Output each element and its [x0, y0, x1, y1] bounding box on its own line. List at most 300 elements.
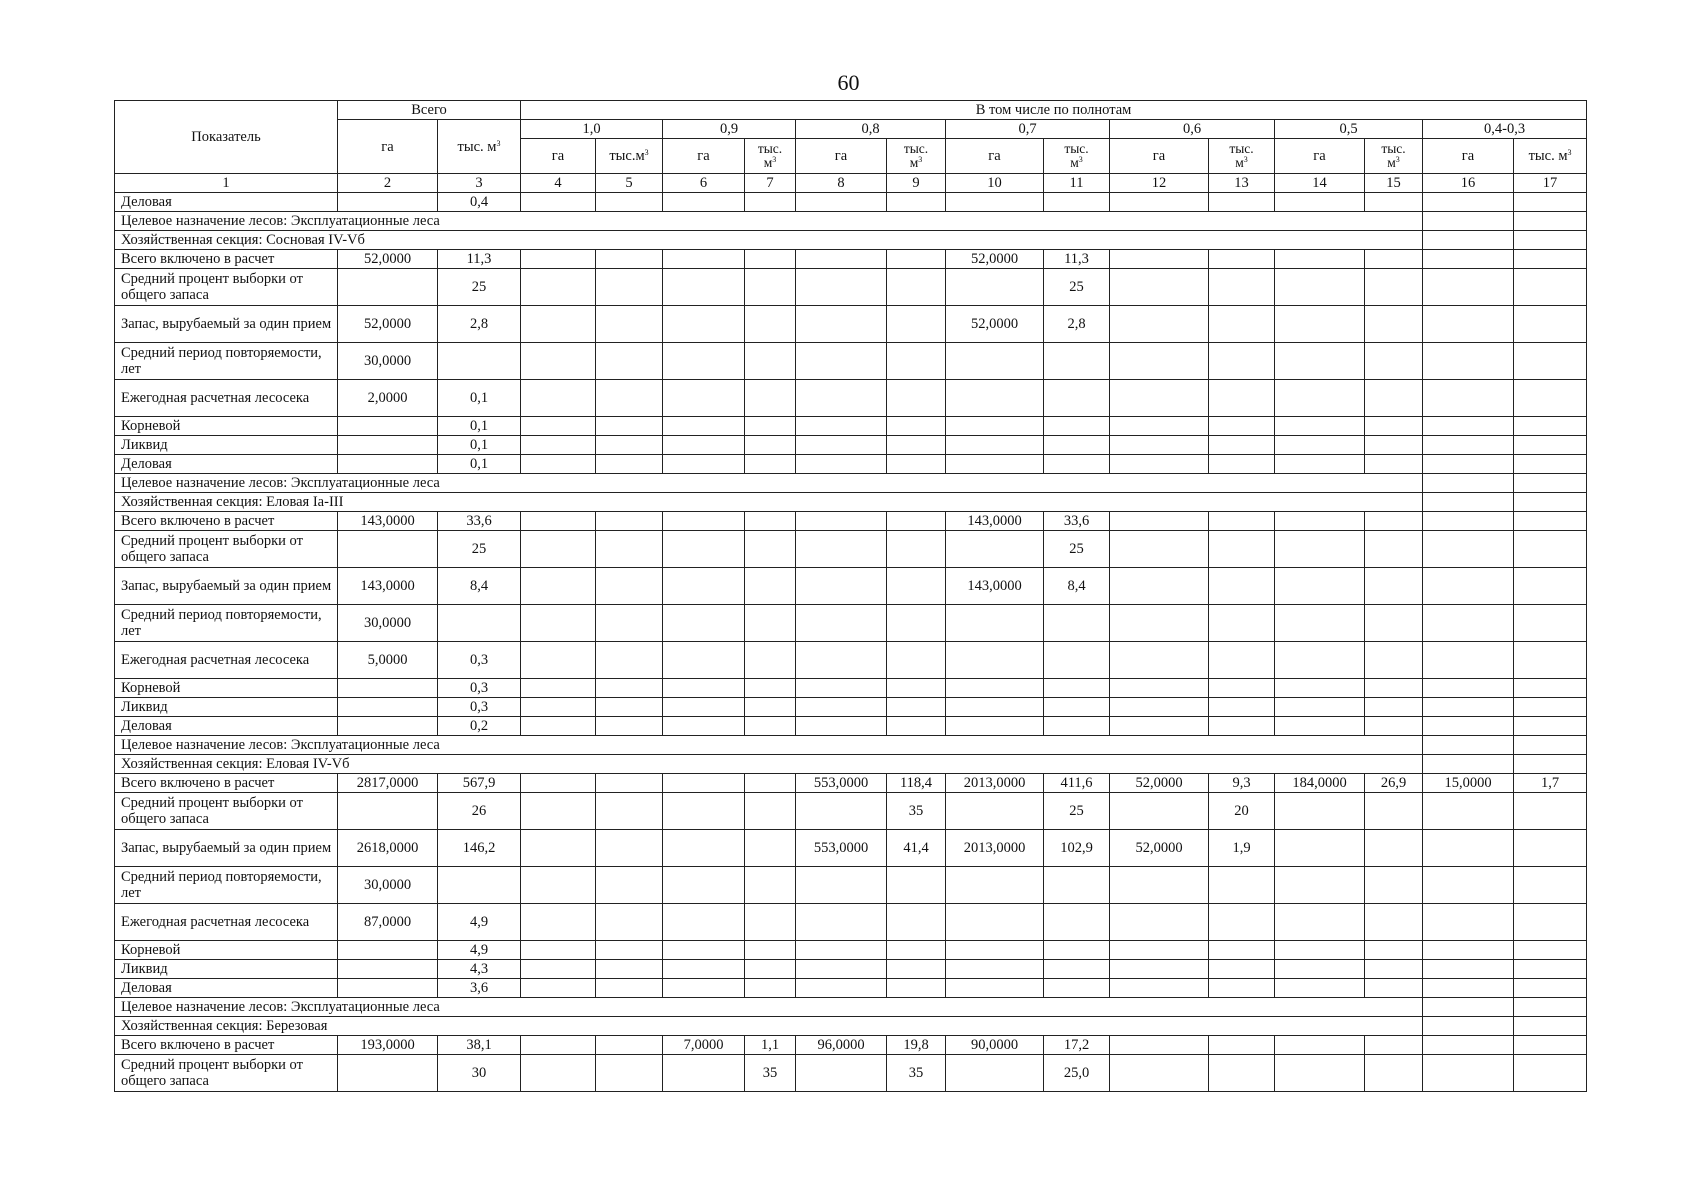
- table-row: [115, 605, 1587, 642]
- table-cell: [338, 960, 438, 979]
- table-cell: [796, 512, 887, 531]
- table-cell: [596, 979, 663, 998]
- table-cell: [596, 455, 663, 474]
- row-label: Корневой: [115, 679, 338, 698]
- table-cell: [1365, 642, 1423, 679]
- table-row: [115, 774, 1587, 793]
- row-label: Средний период повторяемости, лет: [115, 867, 338, 904]
- table-cell: [1275, 343, 1365, 380]
- table-cell: [663, 531, 745, 568]
- row-label: Деловая: [115, 455, 338, 474]
- row-label: Запас, вырубаемый за один прием: [115, 306, 338, 343]
- table-cell: [1514, 717, 1587, 736]
- table-cell: [596, 306, 663, 343]
- table-cell: [887, 455, 946, 474]
- table-cell: [796, 867, 887, 904]
- table-cell: [796, 568, 887, 605]
- table-cell: [1275, 193, 1365, 212]
- table-row: [115, 904, 1587, 941]
- row-label: Ежегодная расчетная лесосека: [115, 642, 338, 679]
- table-cell: [663, 979, 745, 998]
- header-unit-vol: тыс. $м^3$: [1209, 139, 1275, 174]
- table-cell: [596, 698, 663, 717]
- table-cell: [745, 774, 796, 793]
- table-cell: [521, 417, 596, 436]
- table-cell: 11,3: [438, 250, 521, 269]
- table-cell: 35: [887, 793, 946, 830]
- table-cell: 30,0000: [338, 343, 438, 380]
- table-cell: 30,0000: [338, 605, 438, 642]
- table-cell: [596, 774, 663, 793]
- table-cell: 20: [1209, 793, 1275, 830]
- table-cell: 0,2: [438, 717, 521, 736]
- table-cell: [745, 698, 796, 717]
- table-cell: [1275, 436, 1365, 455]
- section-label: Целевое назначение лесов: Эксплуатационные леса: [115, 474, 1423, 493]
- table-cell: [1275, 1036, 1365, 1055]
- table-cell: [1275, 830, 1365, 867]
- table-cell: [1275, 904, 1365, 941]
- table-cell: [887, 679, 946, 698]
- table-cell: 25: [1044, 269, 1110, 306]
- table-cell: [1275, 1055, 1365, 1092]
- table-cell: [1514, 568, 1587, 605]
- table-cell: 411,6: [1044, 774, 1110, 793]
- header-unit-vol: тыс. $м^3$: [745, 139, 796, 174]
- table-row: [115, 979, 1587, 998]
- table-cell: [745, 455, 796, 474]
- table-cell: [1044, 343, 1110, 380]
- table-row: [115, 306, 1587, 343]
- section-row: [115, 212, 1587, 231]
- header-indicator: Показатель: [115, 101, 338, 174]
- table-cell: [663, 306, 745, 343]
- table-cell: [1275, 380, 1365, 417]
- table-cell: [887, 568, 946, 605]
- table-cell: [1423, 998, 1514, 1017]
- table-cell: [1423, 231, 1514, 250]
- table-cell: [1514, 193, 1587, 212]
- table-cell: [596, 830, 663, 867]
- table-cell: [521, 867, 596, 904]
- header-unit-vol: тыс. $м^3$: [887, 139, 946, 174]
- header-unit-vol: тыс. $м^3$: [1514, 139, 1587, 174]
- table-cell: [338, 679, 438, 698]
- table-cell: [1423, 250, 1514, 269]
- table-cell: [1514, 941, 1587, 960]
- table-cell: [1209, 960, 1275, 979]
- table-cell: 567,9: [438, 774, 521, 793]
- table-cell: 0,1: [438, 455, 521, 474]
- table-cell: [1044, 904, 1110, 941]
- table-row: [115, 531, 1587, 568]
- table-cell: [1110, 193, 1209, 212]
- table-cell: [887, 193, 946, 212]
- table-cell: 143,0000: [946, 568, 1044, 605]
- table-cell: [745, 417, 796, 436]
- table-cell: 2,8: [1044, 306, 1110, 343]
- table-cell: [946, 941, 1044, 960]
- table-cell: [1365, 867, 1423, 904]
- table-cell: [1514, 793, 1587, 830]
- table-cell: [1514, 979, 1587, 998]
- table-cell: [1044, 717, 1110, 736]
- table-cell: [521, 979, 596, 998]
- table-cell: [887, 960, 946, 979]
- table-cell: [1110, 717, 1209, 736]
- table-cell: [596, 193, 663, 212]
- table-cell: 4,9: [438, 904, 521, 941]
- column-number: 1: [115, 174, 338, 193]
- row-label: Всего включено в расчет: [115, 774, 338, 793]
- table-cell: [1110, 1055, 1209, 1092]
- table-cell: [1275, 979, 1365, 998]
- table-cell: 25: [438, 531, 521, 568]
- table-cell: [663, 605, 745, 642]
- table-cell: 2013,0000: [946, 830, 1044, 867]
- table-row: [115, 793, 1587, 830]
- header-unit-ha: га: [946, 139, 1044, 174]
- table-cell: [1275, 568, 1365, 605]
- table-cell: [1275, 306, 1365, 343]
- table-cell: [596, 941, 663, 960]
- row-label: Средний период повторяемости, лет: [115, 605, 338, 642]
- table-cell: [887, 867, 946, 904]
- table-cell: [745, 193, 796, 212]
- table-cell: [1209, 436, 1275, 455]
- table-cell: 0,1: [438, 417, 521, 436]
- table-cell: [521, 343, 596, 380]
- table-cell: [1514, 212, 1587, 231]
- table-cell: [946, 1055, 1044, 1092]
- row-label: Средний процент выборки от общего запаса: [115, 269, 338, 306]
- table-cell: [1423, 474, 1514, 493]
- table-cell: [1275, 417, 1365, 436]
- table-cell: [1365, 679, 1423, 698]
- table-cell: 52,0000: [946, 306, 1044, 343]
- table-row: [115, 343, 1587, 380]
- table-cell: [1044, 380, 1110, 417]
- table-cell: [946, 979, 1044, 998]
- section-row: [115, 493, 1587, 512]
- table-cell: [887, 531, 946, 568]
- table-cell: 25: [1044, 793, 1110, 830]
- table-cell: [663, 774, 745, 793]
- table-cell: [1110, 1036, 1209, 1055]
- table-cell: [1365, 512, 1423, 531]
- table-row: [115, 941, 1587, 960]
- header-unit-vol: тыс. $м^3$: [1044, 139, 1110, 174]
- table-row: [115, 380, 1587, 417]
- table-cell: [1423, 904, 1514, 941]
- header-unit-vol: тыс. $м^3$: [1365, 139, 1423, 174]
- table-cell: [745, 380, 796, 417]
- table-cell: [887, 417, 946, 436]
- table-cell: 87,0000: [338, 904, 438, 941]
- table-cell: [521, 679, 596, 698]
- table-cell: [946, 960, 1044, 979]
- table-cell: [887, 250, 946, 269]
- table-cell: [1423, 493, 1514, 512]
- table-row: [115, 455, 1587, 474]
- table-cell: [1209, 979, 1275, 998]
- table-cell: [1044, 679, 1110, 698]
- table-cell: [1514, 380, 1587, 417]
- table-cell: [745, 568, 796, 605]
- header-density-1: 1,0: [521, 120, 663, 139]
- table-cell: [796, 904, 887, 941]
- table-cell: [1514, 830, 1587, 867]
- table-cell: [1365, 1036, 1423, 1055]
- table-cell: 26: [438, 793, 521, 830]
- table-cell: [663, 436, 745, 455]
- table-cell: [1423, 531, 1514, 568]
- table-cell: [1514, 1036, 1587, 1055]
- header-unit-vol: $тыс.м^3$: [596, 139, 663, 174]
- table-cell: [521, 717, 596, 736]
- table-cell: 25: [438, 269, 521, 306]
- table-cell: [796, 380, 887, 417]
- table-cell: [521, 512, 596, 531]
- table-cell: [1423, 436, 1514, 455]
- table-row: [115, 417, 1587, 436]
- table-cell: [663, 830, 745, 867]
- table-cell: [946, 455, 1044, 474]
- table-cell: [1110, 904, 1209, 941]
- table-cell: 52,0000: [946, 250, 1044, 269]
- table-cell: [1110, 941, 1209, 960]
- table-cell: [596, 867, 663, 904]
- table-cell: [663, 904, 745, 941]
- table-cell: [1514, 1055, 1587, 1092]
- table-cell: [1044, 960, 1110, 979]
- table-cell: 143,0000: [946, 512, 1044, 531]
- table-row: [115, 436, 1587, 455]
- table-cell: 553,0000: [796, 830, 887, 867]
- row-label: Всего включено в расчет: [115, 512, 338, 531]
- table-cell: [1275, 269, 1365, 306]
- header-density-7: 0,4-0,3: [1423, 120, 1587, 139]
- table-cell: [596, 269, 663, 306]
- table-cell: [1209, 531, 1275, 568]
- table-cell: 0,3: [438, 698, 521, 717]
- table-cell: 0,1: [438, 436, 521, 455]
- table-cell: [946, 605, 1044, 642]
- table-cell: [1365, 979, 1423, 998]
- row-label: Корневой: [115, 417, 338, 436]
- table-cell: [796, 417, 887, 436]
- row-label: Корневой: [115, 941, 338, 960]
- table-cell: [1110, 979, 1209, 998]
- table-cell: 0,3: [438, 679, 521, 698]
- table-cell: [663, 193, 745, 212]
- table-cell: [521, 455, 596, 474]
- header-unit-ha: га: [796, 139, 887, 174]
- section-label: Хозяйственная секция: Березовая: [115, 1017, 1423, 1036]
- table-cell: [1365, 941, 1423, 960]
- table-cell: [1275, 512, 1365, 531]
- section-label: Целевое назначение лесов: Эксплуатационные леса: [115, 998, 1423, 1017]
- table-cell: 7,0000: [663, 1036, 745, 1055]
- table-cell: [596, 679, 663, 698]
- table-cell: 35: [745, 1055, 796, 1092]
- table-cell: [521, 193, 596, 212]
- table-cell: [1365, 436, 1423, 455]
- table-cell: [1209, 904, 1275, 941]
- table-cell: 184,0000: [1275, 774, 1365, 793]
- table-cell: [796, 1055, 887, 1092]
- table-cell: [1365, 455, 1423, 474]
- table-cell: [338, 531, 438, 568]
- table-cell: [796, 698, 887, 717]
- table-cell: [946, 193, 1044, 212]
- table-cell: [521, 904, 596, 941]
- table-cell: [1209, 679, 1275, 698]
- table-cell: [745, 979, 796, 998]
- table-cell: 4,9: [438, 941, 521, 960]
- table-cell: [1110, 269, 1209, 306]
- table-cell: 553,0000: [796, 774, 887, 793]
- table-cell: [663, 960, 745, 979]
- section-row: [115, 755, 1587, 774]
- table-cell: [1209, 380, 1275, 417]
- table-cell: [1275, 605, 1365, 642]
- table-cell: [1514, 417, 1587, 436]
- table-cell: [1209, 193, 1275, 212]
- row-label: Ежегодная расчетная лесосека: [115, 380, 338, 417]
- table-cell: [521, 568, 596, 605]
- table-cell: [338, 269, 438, 306]
- table-cell: [796, 793, 887, 830]
- row-label: Всего включено в расчет: [115, 1036, 338, 1055]
- table-cell: [1209, 867, 1275, 904]
- table-cell: [1365, 605, 1423, 642]
- table-cell: 2618,0000: [338, 830, 438, 867]
- section-label: Хозяйственная секция: Еловая IV-Vб: [115, 755, 1423, 774]
- table-cell: [1275, 960, 1365, 979]
- row-label: Всего включено в расчет: [115, 250, 338, 269]
- table-cell: 25,0: [1044, 1055, 1110, 1092]
- table-cell: [745, 941, 796, 960]
- table-cell: [1514, 474, 1587, 493]
- table-cell: [1209, 941, 1275, 960]
- column-number: 4: [521, 174, 596, 193]
- table-cell: [596, 642, 663, 679]
- table-cell: [745, 867, 796, 904]
- table-cell: 2,0000: [338, 380, 438, 417]
- table-cell: [1110, 380, 1209, 417]
- table-cell: [1110, 417, 1209, 436]
- table-cell: [521, 1036, 596, 1055]
- table-cell: [1365, 193, 1423, 212]
- table-cell: [745, 343, 796, 380]
- header-unit-ha: га: [1110, 139, 1209, 174]
- table-cell: 52,0000: [338, 306, 438, 343]
- table-cell: 3,6: [438, 979, 521, 998]
- table-cell: [596, 250, 663, 269]
- table-cell: [946, 679, 1044, 698]
- table-cell: [745, 904, 796, 941]
- table-cell: [1423, 343, 1514, 380]
- table-cell: [338, 436, 438, 455]
- table-cell: [1514, 306, 1587, 343]
- table-cell: [1423, 717, 1514, 736]
- table-cell: [1044, 642, 1110, 679]
- table-cell: [887, 941, 946, 960]
- header-row-1: [115, 101, 1587, 120]
- row-label: Деловая: [115, 979, 338, 998]
- table-cell: [1209, 455, 1275, 474]
- table-cell: [796, 306, 887, 343]
- table-cell: [596, 512, 663, 531]
- header-density-3: 0,8: [796, 120, 946, 139]
- table-cell: [1423, 867, 1514, 904]
- table-cell: [946, 642, 1044, 679]
- header-total: Всего: [338, 101, 521, 120]
- header-total-vol: тыс. $м^3$: [438, 120, 521, 174]
- table-cell: 52,0000: [1110, 830, 1209, 867]
- table-cell: [596, 568, 663, 605]
- table-cell: [1365, 1055, 1423, 1092]
- table-cell: [521, 830, 596, 867]
- column-number: 9: [887, 174, 946, 193]
- table-cell: 9,3: [1209, 774, 1275, 793]
- table-cell: [596, 1055, 663, 1092]
- row-label: Ликвид: [115, 960, 338, 979]
- table-cell: [1209, 512, 1275, 531]
- table-cell: [946, 793, 1044, 830]
- table-cell: [1514, 904, 1587, 941]
- table-cell: [1365, 380, 1423, 417]
- table-cell: [1365, 698, 1423, 717]
- table-cell: [1044, 417, 1110, 436]
- table-row: [115, 512, 1587, 531]
- table-cell: 35: [887, 1055, 946, 1092]
- header-unit-ha: га: [663, 139, 745, 174]
- table-cell: [887, 512, 946, 531]
- table-cell: [1209, 605, 1275, 642]
- table-cell: [1209, 417, 1275, 436]
- table-cell: [745, 793, 796, 830]
- table-cell: [1514, 960, 1587, 979]
- table-cell: [1365, 960, 1423, 979]
- table-cell: [596, 1036, 663, 1055]
- table-cell: 146,2: [438, 830, 521, 867]
- table-cell: [338, 193, 438, 212]
- table-cell: [1514, 493, 1587, 512]
- table-cell: [1209, 1055, 1275, 1092]
- table-cell: [1110, 343, 1209, 380]
- table-cell: [796, 531, 887, 568]
- row-label: Средний период повторяемости, лет: [115, 343, 338, 380]
- table-cell: [663, 512, 745, 531]
- table-cell: [1423, 642, 1514, 679]
- table-cell: 143,0000: [338, 568, 438, 605]
- column-number: 6: [663, 174, 745, 193]
- table-cell: [338, 717, 438, 736]
- section-label: Целевое назначение лесов: Эксплуатационные леса: [115, 736, 1423, 755]
- table-cell: [887, 605, 946, 642]
- table-cell: [521, 774, 596, 793]
- table-cell: [1514, 1017, 1587, 1036]
- table-cell: [1110, 436, 1209, 455]
- row-label: Деловая: [115, 717, 338, 736]
- table-cell: [1110, 250, 1209, 269]
- table-cell: [663, 250, 745, 269]
- table-cell: [338, 455, 438, 474]
- table-row: [115, 698, 1587, 717]
- table-cell: [1110, 679, 1209, 698]
